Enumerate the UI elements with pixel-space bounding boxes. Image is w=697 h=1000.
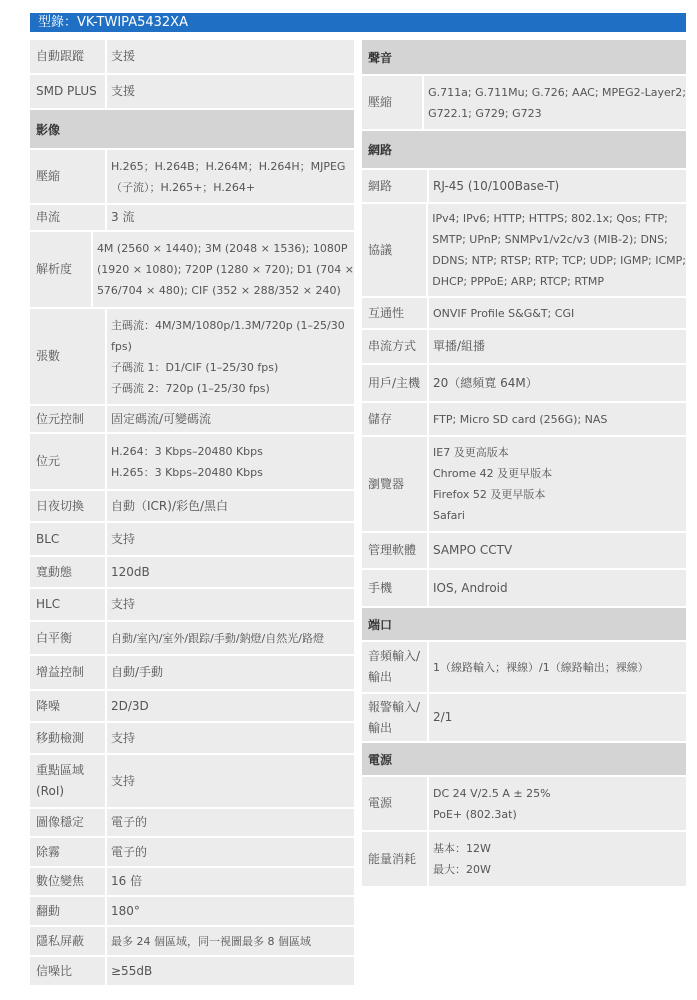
spec-label: HLC — [30, 589, 107, 620]
spec-value: 4M (2560 × 1440); 3M (2048 × 1536); 1080P (1920 × 1080); 720P (1280 × 720); D1 (704 × 576/704 × 480); CIF (352 × 288/352 × 240) — [96, 242, 354, 297]
spec-value: H.265；H.264B；H.264M；H.264H；MJPEG （子流）；H.265+；H.264+ — [111, 159, 346, 194]
spec-row-users — [362, 365, 686, 403]
spec-label: 自動跟蹤 — [30, 40, 107, 73]
spec-label: 儲存 — [362, 403, 429, 435]
spec-row-privacy-mask — [30, 927, 354, 957]
spec-label: 串流方式 — [362, 330, 429, 363]
spec-label: 壓縮 — [362, 76, 424, 129]
spec-row-auto-tracking — [30, 40, 354, 75]
spec-table-left — [30, 40, 354, 987]
spec-row-mobile — [362, 570, 686, 608]
spec-value: 支持 — [111, 730, 136, 745]
spec-value: DC 24 V/2.5 A ± 25% PoE+ (802.3at) — [433, 786, 551, 821]
spec-row-wdr — [30, 557, 354, 589]
spec-value: 2/1 — [433, 710, 453, 724]
spec-label: 協議 — [362, 204, 428, 296]
spec-value: H.264：3 Kbps–20480 Kbps H.265：3 Kbps–20480 Kbps — [111, 444, 263, 479]
spec-label: 增益控制 — [30, 656, 107, 689]
spec-row-day-night — [30, 491, 354, 523]
spec-row-snr — [30, 957, 354, 987]
spec-label: 壓縮 — [30, 150, 107, 203]
spec-label: 管理軟體 — [362, 533, 429, 568]
spec-value: 電子的 — [111, 815, 148, 829]
spec-label: 日夜切換 — [30, 491, 107, 521]
section-header-video: 影像 — [30, 110, 354, 150]
spec-row-power-consumption — [362, 832, 686, 888]
spec-label: 寬動態 — [30, 557, 107, 587]
spec-value: ONVIF Profile S&G&T; CGI — [433, 306, 575, 320]
spec-row-stream-mode — [362, 330, 686, 365]
spec-value: 支援 — [111, 84, 136, 98]
spec-value: 固定碼流/可變碼流 — [111, 411, 212, 426]
spec-value: G.711a; G.711Mu; G.726; AAC; MPEG2-Layer2; G722.1; G729; G723 — [428, 85, 686, 120]
spec-row-bitrate — [30, 434, 354, 491]
spec-row-motion-detection — [30, 723, 354, 755]
spec-label: 圖像穩定 — [30, 809, 107, 836]
page-title: 型錄：VK-TWIPA5432XA — [30, 13, 686, 32]
spec-label: 白平衡 — [30, 622, 107, 654]
spec-value: 電子的 — [111, 844, 148, 859]
spec-label: 串流 — [30, 205, 107, 230]
spec-row-audio-compression — [362, 76, 686, 131]
spec-label: 互通性 — [362, 298, 429, 328]
spec-value: 16 倍 — [111, 874, 143, 888]
spec-label: 能量消耗 — [362, 832, 429, 886]
spec-row-smd-plus — [30, 75, 354, 110]
spec-label: 位元控制 — [30, 406, 107, 432]
spec-label: 手機 — [362, 570, 429, 606]
spec-label: 電源 — [362, 777, 429, 830]
spec-value: 3 流 — [111, 210, 135, 224]
spec-row-flip — [30, 897, 354, 927]
section-header-network: 網路 — [362, 131, 686, 170]
spec-row-hlc — [30, 589, 354, 622]
spec-value: FTP; Micro SD card (256G); NAS — [433, 412, 608, 426]
spec-row-image-stabilization — [30, 809, 354, 838]
spec-label: 瀏覽器 — [362, 437, 429, 531]
spec-label: 重點區域 (RoI) — [30, 755, 107, 807]
spec-label: 解析度 — [30, 232, 93, 307]
spec-row-bitrate-control — [30, 406, 354, 434]
spec-value: 20（總頻寬 64M） — [433, 375, 538, 390]
spec-label: 翻動 — [30, 897, 107, 925]
spec-row-noise-reduction — [30, 691, 354, 723]
spec-label: 降噪 — [30, 691, 107, 721]
spec-value: SAMPO CCTV — [433, 543, 513, 557]
spec-label: 數位變焦 — [30, 868, 107, 895]
spec-value: IOS, Android — [433, 580, 508, 595]
spec-value: 自動/室內/室外/跟踪/手動/鈉燈/自然光/路燈 — [111, 631, 324, 645]
spec-row-roi — [30, 755, 354, 809]
spec-row-white-balance — [30, 622, 354, 656]
spec-row-resolution — [30, 232, 354, 309]
spec-table-right — [362, 40, 686, 888]
spec-value: 自動/手動 — [111, 665, 164, 679]
spec-value: 支援 — [111, 49, 136, 63]
spec-row-gain-control — [30, 656, 354, 691]
spec-row-power — [362, 777, 686, 832]
spec-value: 1（線路輸入；裸線）/1（線路輸出；裸線） — [433, 660, 649, 674]
spec-row-audio-io — [362, 642, 686, 694]
spec-value: 2D/3D — [111, 698, 149, 713]
spec-value: IE7 及更高版本 Chrome 42 及更早版本 Firefox 52 及更早版本 Safari — [433, 446, 553, 522]
spec-row-management-software — [362, 533, 686, 570]
spec-label: 音頻輸入/ 輸出 — [362, 642, 429, 692]
spec-label: 張數 — [30, 309, 107, 404]
spec-label: 隱私屏蔽 — [30, 927, 107, 955]
spec-value: 180° — [111, 903, 140, 918]
spec-label: SMD PLUS — [30, 75, 107, 108]
spec-value: 最多 24 個區域，同一視圖最多 8 個區域 — [111, 934, 311, 948]
spec-value: IPv4; IPv6; HTTP; HTTPS; 802.1x; Qos; FTP; SMTP; UPnP; SNMPv1/v2c/v3 (MIB-2); DNS; DDNS; NTP; RTSP; RTP; TCP; UDP; IGMP; ICMP; DHCP; PPPoE; ARP; RTCP; RTMP — [432, 212, 686, 288]
spec-label: 除霧 — [30, 838, 107, 866]
spec-row-compression — [30, 150, 354, 205]
spec-label: 信噪比 — [30, 957, 107, 985]
spec-value: 支持 — [111, 531, 136, 546]
spec-row-protocol — [362, 204, 686, 298]
spec-row-stream — [30, 205, 354, 232]
spec-row-blc — [30, 523, 354, 557]
section-header-audio: 聲音 — [362, 40, 686, 76]
spec-value: 單播/組播 — [433, 339, 486, 353]
spec-row-interoperability — [362, 298, 686, 330]
spec-label: 網路 — [362, 170, 429, 202]
spec-label: 移動檢測 — [30, 723, 107, 753]
spec-row-digital-zoom — [30, 868, 354, 897]
spec-label: 報警輸入/ 輸出 — [362, 694, 429, 741]
spec-row-network — [362, 170, 686, 204]
spec-value: 支持 — [111, 773, 136, 788]
spec-row-alarm-io — [362, 694, 686, 743]
spec-label: 位元 — [30, 434, 107, 489]
spec-value: 主碼流：4M/3M/1080p/1.3M/720p (1–25/30 fps) 子碼流 1：D1/CIF (1–25/30 fps) 子碼流 2：720p (1–25/30 fps) — [111, 318, 345, 395]
spec-row-defog — [30, 838, 354, 868]
section-header-ports: 端口 — [362, 608, 686, 642]
spec-row-storage — [362, 403, 686, 437]
spec-value: ≥55dB — [111, 963, 153, 978]
spec-label: BLC — [30, 523, 107, 555]
spec-value: 支持 — [111, 597, 136, 611]
spec-row-frame-rate — [30, 309, 354, 406]
spec-value: 自動（ICR)/彩色/黑白 — [111, 498, 229, 513]
spec-value: RJ-45 (10/100Base-T) — [433, 178, 560, 193]
section-header-power: 電源 — [362, 743, 686, 777]
spec-label: 用戶/主機 — [362, 365, 429, 401]
spec-row-browser — [362, 437, 686, 533]
spec-value: 基本：12W 最大：20W — [433, 842, 491, 876]
spec-value: 120dB — [111, 564, 150, 579]
